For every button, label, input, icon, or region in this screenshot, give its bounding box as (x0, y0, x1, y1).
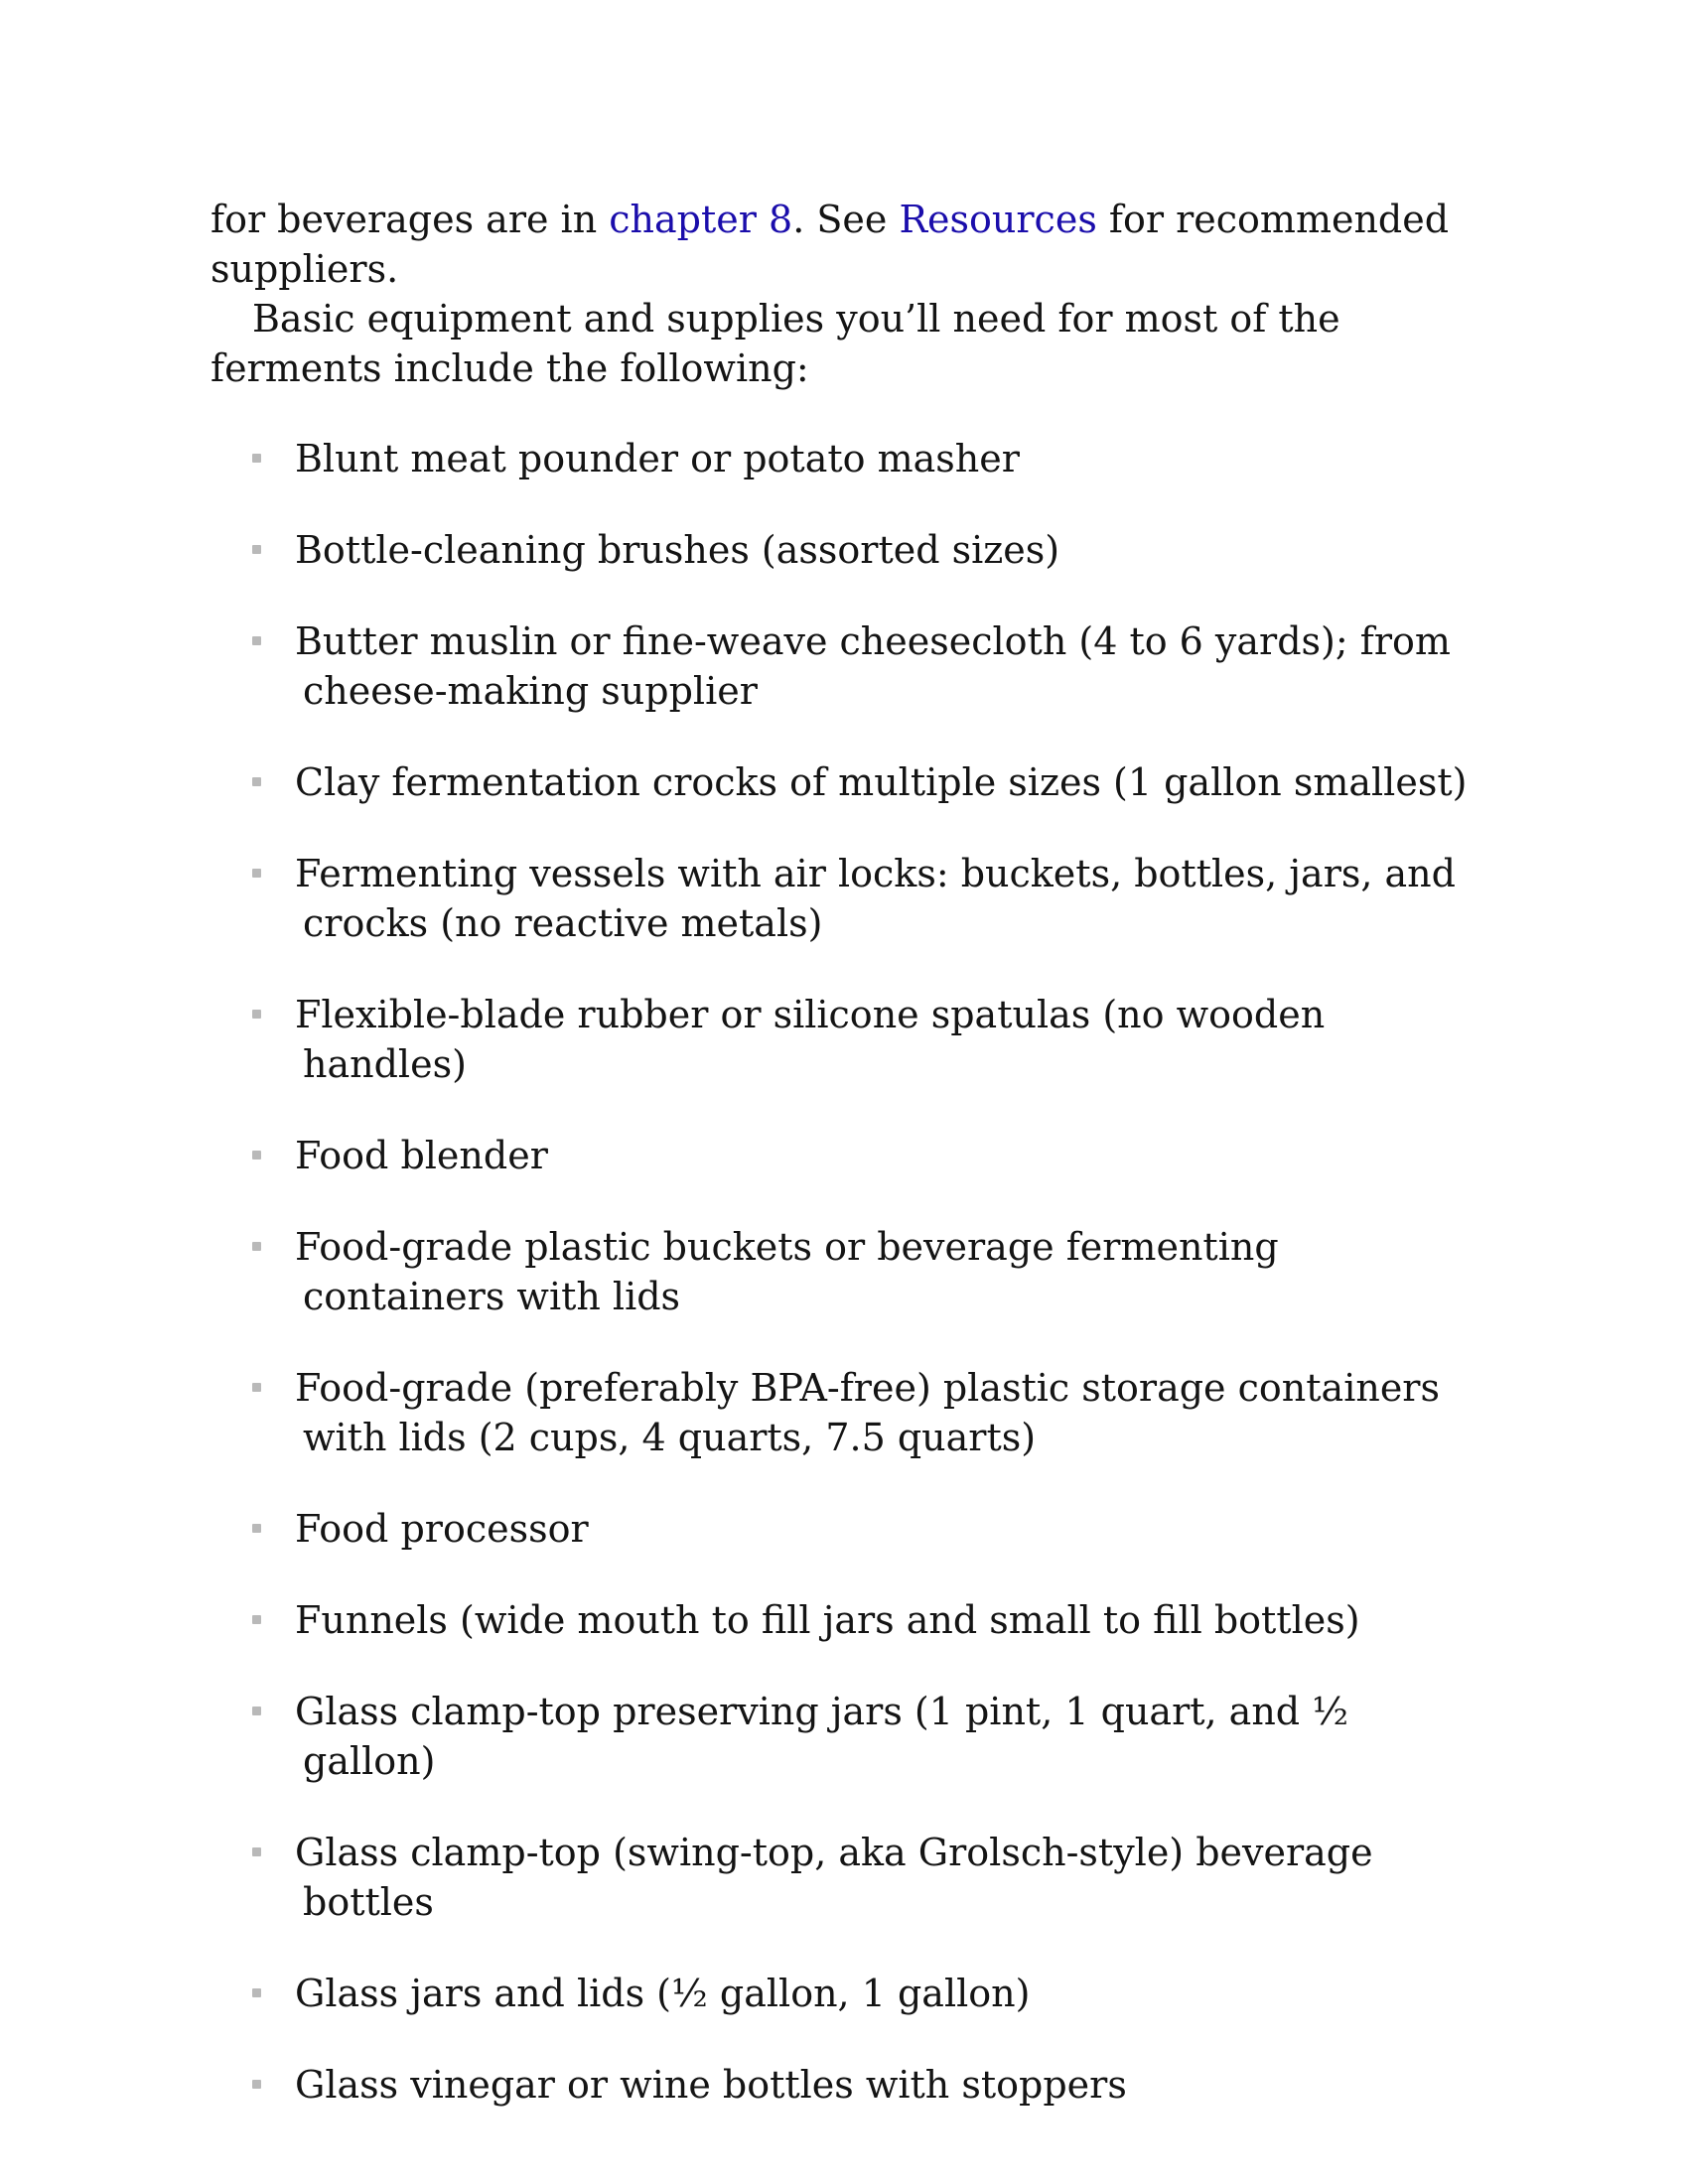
bullet-icon (252, 1383, 261, 1392)
bullet-icon (252, 869, 261, 878)
list-item-text: Glass vinegar or wine bottles with stoppers (295, 2063, 1127, 2107)
list-item (211, 757, 1491, 807)
list-item-text: Butter muslin or fine-weave cheesecloth (4 to 6 yards); from cheese-making supplier (295, 619, 1451, 713)
intro-prefix: for beverages are in (211, 198, 610, 241)
list-item-text: Glass jars and lids (½ gallon, 1 gallon) (295, 1972, 1031, 2015)
list-item (211, 616, 1491, 716)
list-item (211, 2060, 1491, 2110)
list-item-text: Food processor (295, 1507, 589, 1551)
list-item-text: Blunt meat pounder or potato masher (295, 437, 1020, 480)
intro-suffix: for recommended suppliers. (211, 198, 1450, 291)
list-item-text: Funnels (wide mouth to fill jars and small to fill bottles) (295, 1598, 1360, 1642)
equipment-list (211, 434, 1491, 2110)
list-item-text: Flexible-blade rubber or silicone spatulas (no wooden handles) (295, 993, 1326, 1086)
list-item (211, 1687, 1491, 1786)
list-item (211, 1363, 1491, 1462)
bullet-icon (252, 1847, 261, 1856)
bullet-icon (252, 545, 261, 554)
list-item-text: Clay fermentation crocks of multiple sizes (1 gallon smallest) (295, 760, 1468, 804)
list-item-text: Food blender (295, 1134, 548, 1177)
list-item-text: Food-grade plastic buckets or beverage fermenting containers with lids (295, 1225, 1279, 1318)
list-item (211, 434, 1491, 483)
intro-paragraph (211, 195, 1491, 294)
list-item (211, 525, 1491, 575)
list-item (211, 1595, 1491, 1645)
list-item-text: Food-grade (preferably BPA-free) plastic storage containers with lids (2 cups, 4 quarts, 7.5 quarts) (295, 1366, 1440, 1459)
equipment-intro-paragraph: Basic equipment and supplies you’ll need for most of the ferments include the following: (211, 297, 1340, 390)
bullet-icon (252, 1615, 261, 1624)
list-item (211, 1504, 1491, 1554)
list-item (211, 1828, 1491, 1927)
resources-link[interactable]: Resources (899, 198, 1097, 241)
bullet-icon (252, 1242, 261, 1251)
bullet-icon (252, 1988, 261, 1997)
bullet-icon (252, 1524, 261, 1533)
list-item (211, 1969, 1491, 2018)
list-item-text: Fermenting vessels with air locks: buckets, bottles, jars, and crocks (no reactive metals) (295, 852, 1456, 945)
list-item-text: Bottle-cleaning brushes (assorted sizes) (295, 528, 1060, 572)
intro-middle: . See (792, 198, 900, 241)
bullet-icon (252, 2080, 261, 2089)
bullet-icon (252, 1706, 261, 1715)
list-item-text: Glass clamp-top (swing-top, aka Grolsch-style) beverage bottles (295, 1831, 1373, 1924)
page-content (211, 195, 1491, 2151)
bullet-icon (252, 454, 261, 463)
bullet-icon (252, 777, 261, 786)
list-item (211, 849, 1491, 948)
list-item (211, 1222, 1491, 1321)
list-item (211, 1131, 1491, 1180)
list-item-text: Glass clamp-top preserving jars (1 pint, 1 quart, and ½ gallon) (295, 1690, 1349, 1783)
chapter-8-link[interactable]: chapter 8 (609, 198, 793, 241)
bullet-icon (252, 636, 261, 645)
bullet-icon (252, 1151, 261, 1160)
list-item (211, 990, 1491, 1089)
bullet-icon (252, 1010, 261, 1019)
